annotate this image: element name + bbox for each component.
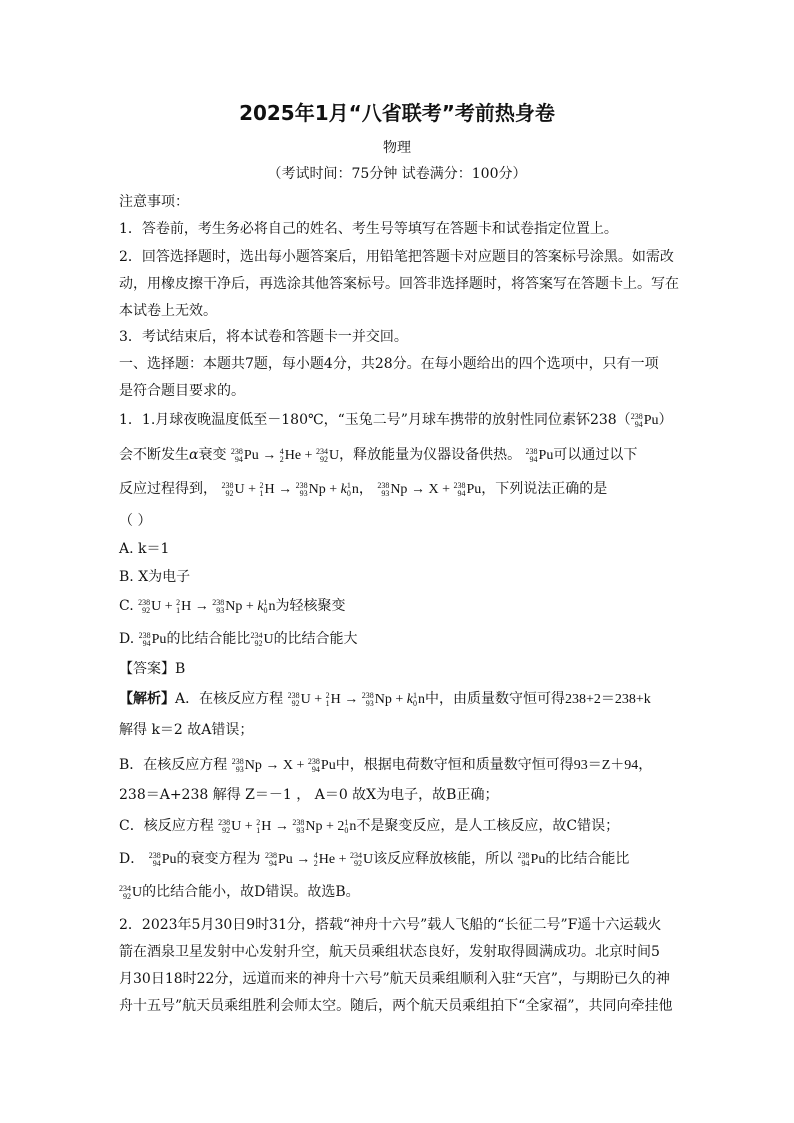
- note-2c: 本试卷上无效。: [119, 303, 217, 319]
- note-2b: 动，用橡皮擦干净后，再选涂其他答案标号。回答非选择题时，将答案写在答题卡上。写在: [119, 276, 679, 292]
- note-3: 3．考试结束后，将本试卷和答题卡一并交回。: [119, 329, 408, 345]
- q1-explanation-a1: 【解析】A．在核反应方程 238 92 U + 2 1 H → 238 93 Np + k 1 0 n中，由质量数守恒可得238+2＝238+k: [119, 690, 651, 708]
- q1-explanation-a2: 解得 k＝2 故A错误；: [119, 722, 254, 738]
- q2-line-2: 箭在酒泉卫星发射中心发射升空，航天员乘组状态良好，发射取得圆满成功。北京时间5: [119, 944, 660, 960]
- q1-line-3: 反应过程得到， 238 92 U + 2 1 H → 238 93 Np + k 1 0 n， 238 93 Np → X + 238 94 Pu，下列说法正确的是: [119, 480, 608, 498]
- q2-line-3: 月30日18时22分，远道而来的神舟十六号”航天员乘组顺利入驻“天宫”，与期盼已久的神: [119, 971, 670, 987]
- q1-explanation-d1: D． 238 94 Pu的衰变方程为 238 94 Pu → 4 2 He + 234 92 U该反应释放核能，所以 238 94 Pu的比结合能比: [119, 850, 630, 868]
- reaction-equation-2: 238 93 Np → X + 238 94 Pu: [377, 480, 482, 498]
- decay-equation: 238 94 Pu → 4 2 He + 234 92 U: [230, 446, 340, 464]
- q2-line-1: 2．2023年5月30日9时31分，搭载“神舟十六号”载人飞船的“长征二号”F遥十六运载火: [119, 917, 662, 933]
- q1-answer-paren: （ ）: [119, 513, 152, 529]
- q1-explanation-d2: 234 92 U的比结合能小，故D错误。故选B。: [119, 883, 360, 901]
- subject-label: 物理: [383, 140, 411, 156]
- q1-option-c: C. 238 92 U + 2 1 H → 238 93 Np + k 1 0 n为轻核聚变: [119, 597, 346, 615]
- section-1-heading-b: 是符合题目要求的。: [119, 383, 245, 399]
- q1-explanation-c: C．核反应方程 238 92 U + 2 1 H → 238 93 Np + 2 1 0 n不是聚变反应，是人工核反应，故C错误；: [119, 817, 620, 835]
- q1-option-a: A. k＝1: [119, 541, 170, 557]
- q2-line-4: 舟十五号”航天员乘组胜利会师太空。随后，两个航天员乘组拍下“全家福”，共同向牵挂他: [119, 998, 673, 1014]
- exam-info: （考试时间：75分钟 试卷满分：100分）: [267, 166, 527, 182]
- q1-explanation-b1: B．在核反应方程 238 93 Np → X + 238 94 Pu中，根据电荷数守恒和质量数守恒可得93＝Z＋94，: [119, 756, 653, 774]
- q1-line-1: 1．1.月球夜晚温度低至－180℃，“玉兔二号”月球车携带的放射性同位素钚238（ 238 94 Pu）: [119, 411, 673, 429]
- notes-heading: 注意事项：: [119, 194, 189, 210]
- note-2a: 2．回答选择题时，选出每小题答案后，用铅笔把答题卡对应题目的答案标号涂黑。如需改: [119, 249, 674, 265]
- q1-answer: 【答案】B: [119, 661, 186, 677]
- q1-line-2: 会不断发生α衰变 238 94 Pu → 4 2 He + 234 92 U，释放能量为仪器设备供热。 238 94 Pu可以通过以下: [119, 446, 638, 464]
- reaction-equation-1: 238 92 U + 2 1 H → 238 93 Np + k 1 0 n: [221, 480, 359, 498]
- q1-option-d: D. 238 94 Pu的比结合能比 234 92 U的比结合能大: [119, 630, 358, 648]
- note-1: 1．答卷前，考生务必将自己的姓名、考生号等填写在答题卡和试卷指定位置上。: [119, 221, 618, 237]
- page-title: 2025年1月“八省联考”考前热身卷: [239, 101, 555, 125]
- section-1-heading-a: 一、选择题：本题共7题，每小题4分，共28分。在每小题给出的四个选项中，只有一项: [119, 356, 659, 372]
- q1-explanation-b2: 238＝A+238 解得 Z＝－1 ， A＝0 故X为电子，故B正确；: [119, 787, 499, 803]
- q1-option-b: B. X为电子: [119, 569, 191, 585]
